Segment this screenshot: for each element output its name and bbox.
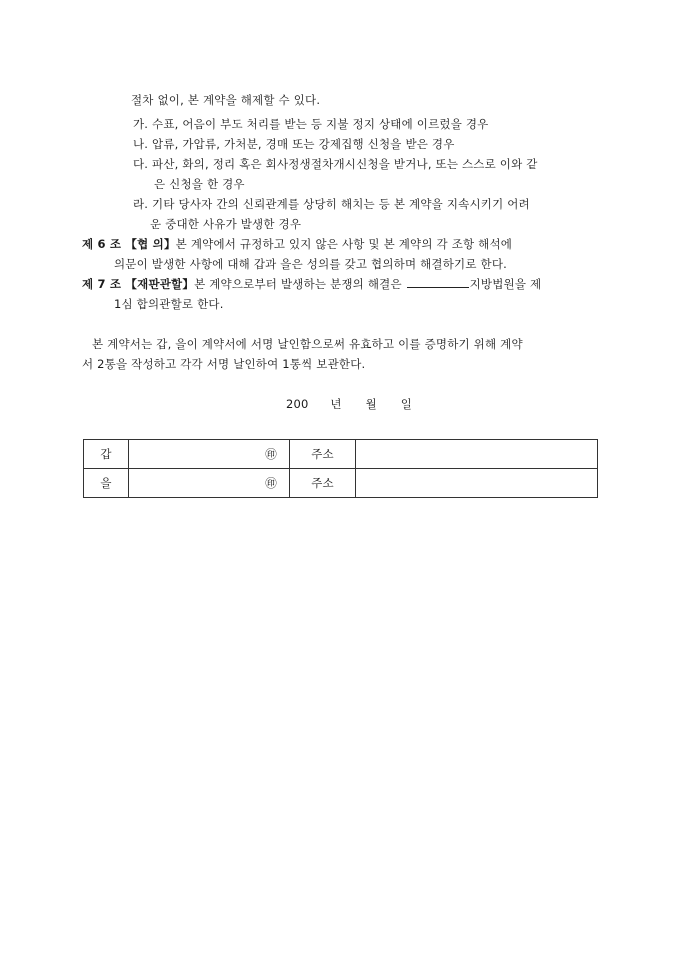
clause-da — [133, 156, 538, 172]
seal-field[interactable] — [129, 469, 290, 498]
clause-text: 수표, 어음이 부도 처리를 받는 등 지불 정지 상태에 이르렀을 경우 — [152, 117, 489, 131]
clause-marker: 나. — [133, 137, 149, 151]
clause-text: 압류, 가압류, 가처분, 경매 또는 강제집행 신청을 받은 경우 — [152, 137, 455, 151]
table-row — [84, 469, 598, 498]
clause-ra-continued: 운 중대한 사유가 발생한 경우 — [150, 217, 302, 231]
clause-ga — [133, 116, 488, 132]
clause-text: 파산, 화의, 정리 혹은 회사정생절차개시신청을 받거나, 또는 스스로 이와 같 — [152, 157, 538, 171]
seal-icon: ㊞ — [265, 447, 277, 461]
clause-marker: 다. — [133, 157, 149, 171]
article-6-text: 본 계약에서 규정하고 있지 않은 사항 및 본 계약의 각 조항 해석에 — [175, 237, 513, 251]
party-label: 을 — [84, 469, 129, 498]
closing-line-1: 본 계약서는 갑, 을이 계약서에 서명 날인함으로써 유효하고 이를 증명하기 위해 계약 — [92, 337, 523, 351]
article-7-line-1 — [82, 276, 541, 292]
date-month-unit: 월 — [365, 397, 377, 411]
clause-ra — [133, 196, 530, 212]
address-label: 주소 — [290, 440, 356, 469]
article-6-heading: 제 6 조 【협 의】 — [82, 237, 176, 251]
seal-icon: ㊞ — [265, 476, 277, 490]
date-year-unit: 년 — [330, 397, 342, 411]
party-label: 갑 — [84, 440, 129, 469]
article-7-heading: 제 7 조 【재판관할】 — [82, 277, 195, 291]
date-day-unit: 일 — [400, 397, 413, 411]
table-row — [84, 440, 598, 469]
address-field[interactable] — [356, 469, 598, 498]
address-label: 주소 — [290, 469, 356, 498]
article-6-line-1 — [82, 236, 512, 252]
article-7-line-2: 1심 합의관할로 한다. — [114, 297, 224, 311]
address-field[interactable] — [356, 440, 598, 469]
clause-marker: 라. — [133, 197, 149, 211]
intro-line: 절차 없이, 본 계약을 해제할 수 있다. — [131, 93, 321, 107]
clause-da-continued: 은 신청을 한 경우 — [154, 177, 245, 191]
date-line — [286, 396, 412, 412]
clause-na — [133, 136, 455, 152]
clause-text: 기타 당사자 간의 신뢰관계를 상당히 해치는 등 본 계약을 지속시키기 어려 — [152, 197, 530, 211]
signature-table — [83, 439, 598, 498]
article-7-text-cont: 지방법원을 제 — [469, 277, 542, 291]
article-7-text: 본 계약으로부터 발생하는 분쟁의 해결은 — [194, 277, 402, 291]
seal-field[interactable] — [129, 440, 290, 469]
closing-line-2: 서 2통을 작성하고 각각 서명 날인하여 1통씩 보관한다. — [82, 357, 366, 371]
date-year: 200 — [286, 397, 309, 411]
article-6-line-2: 의문이 발생한 사항에 대해 갑과 을은 성의를 갖고 협의하며 해결하기로 한다. — [114, 257, 507, 271]
clause-marker: 가. — [133, 117, 149, 131]
court-blank-line — [407, 276, 469, 288]
